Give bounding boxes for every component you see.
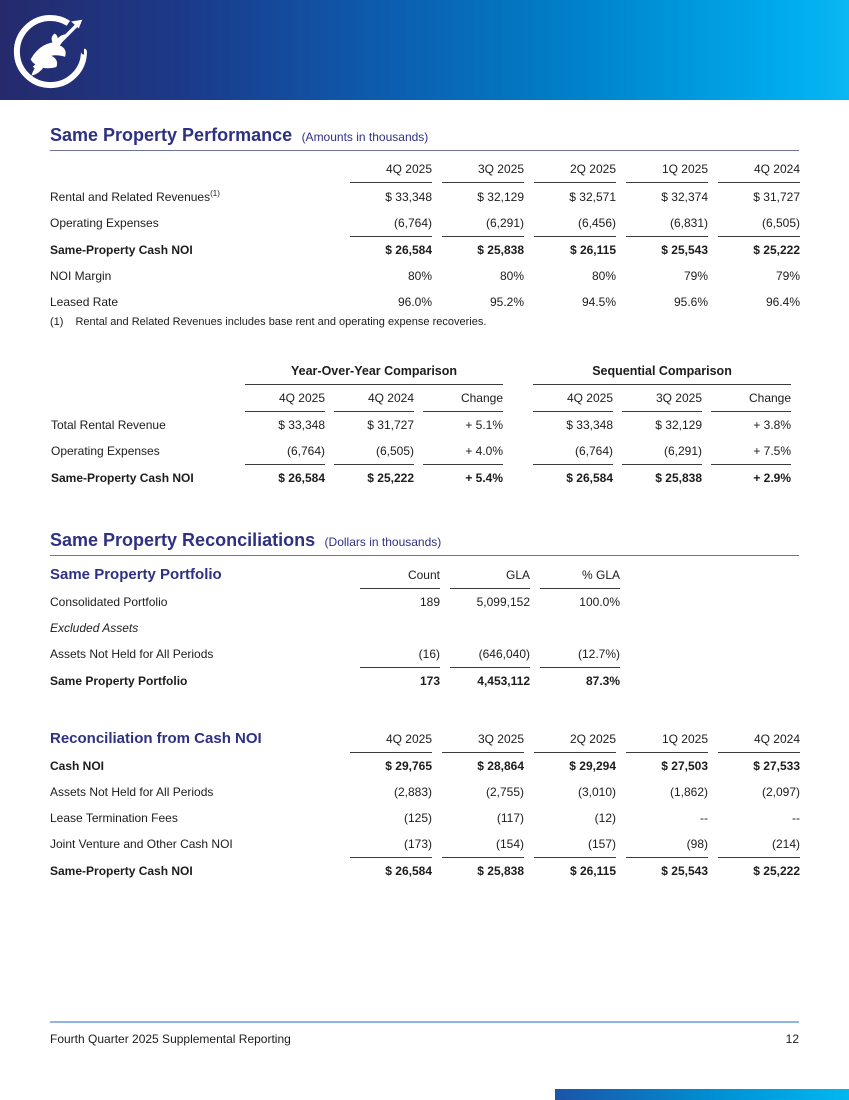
cell-value: (6,764) bbox=[286, 444, 325, 458]
cell-value: (6,505) bbox=[375, 444, 414, 458]
cell-value: $ 25,543 bbox=[626, 236, 708, 263]
row-label bbox=[50, 183, 340, 210]
table-header-row bbox=[50, 724, 800, 753]
cell-value: $ 32,129 bbox=[477, 190, 524, 204]
row-label: Total Rental Revenue bbox=[51, 418, 166, 432]
column-header: 1Q 2025 bbox=[626, 156, 708, 183]
cell-value: 80% bbox=[407, 269, 432, 283]
section-subheading: (Amounts in thousands) bbox=[301, 130, 429, 144]
table-row bbox=[50, 263, 800, 289]
row-label: Lease Termination Fees bbox=[50, 811, 178, 825]
comparison-table bbox=[42, 358, 800, 491]
table-row bbox=[50, 289, 800, 315]
table-row bbox=[51, 438, 791, 464]
cell-value: $ 32,129 bbox=[655, 418, 703, 432]
column-header: 4Q 2025 bbox=[350, 156, 432, 183]
cell-value: 79% bbox=[775, 269, 800, 283]
cell-value: $ 33,348 bbox=[385, 190, 432, 204]
group-header: Year-Over-Year Comparison bbox=[245, 358, 503, 385]
cell-value: 95.6% bbox=[673, 295, 708, 309]
row-label: Leased Rate bbox=[50, 295, 119, 309]
table-row bbox=[51, 412, 791, 438]
row-label: Same-Property Cash NOI bbox=[50, 864, 193, 878]
column-header: 4Q 2024 bbox=[334, 385, 414, 412]
cell-value: $ 25,222 bbox=[334, 464, 414, 491]
cell-value: $ 29,765 bbox=[385, 759, 432, 773]
page-footer bbox=[50, 1021, 799, 1046]
row-label: Assets Not Held for All Periods bbox=[50, 647, 214, 661]
cell-value: $ 27,533 bbox=[753, 759, 800, 773]
cell-value: (2,097) bbox=[761, 785, 800, 799]
cell-value: + 5.4% bbox=[423, 464, 503, 491]
table-total-row bbox=[50, 236, 800, 263]
cell-value: 189 bbox=[419, 595, 440, 609]
column-header: 2Q 2025 bbox=[534, 724, 616, 753]
footnote-marker: (1) bbox=[50, 316, 64, 328]
column-header: 4Q 2024 bbox=[718, 156, 800, 183]
column-header: 4Q 2025 bbox=[245, 385, 325, 412]
cell-value: (2,883) bbox=[393, 785, 432, 799]
winged-rider-emblem-icon bbox=[10, 6, 96, 92]
cell-value: $ 33,348 bbox=[278, 418, 325, 432]
cell-value: $ 25,838 bbox=[442, 857, 524, 884]
cell-value: (154) bbox=[495, 837, 524, 851]
table-header-row bbox=[51, 385, 791, 412]
table-total-row bbox=[51, 464, 791, 491]
table-header-row bbox=[50, 156, 800, 183]
cell-value: $ 26,584 bbox=[350, 857, 432, 884]
cell-value: (157) bbox=[587, 837, 616, 851]
column-header: 4Q 2024 bbox=[718, 724, 800, 753]
table-row bbox=[50, 210, 800, 236]
cell-value: 4,453,112 bbox=[450, 667, 530, 694]
spacer-cell bbox=[51, 358, 236, 385]
row-label: Same Property Portfolio bbox=[50, 674, 188, 688]
column-header: 3Q 2025 bbox=[622, 385, 702, 412]
column-header: Count bbox=[360, 560, 440, 589]
column-header: Change bbox=[711, 385, 791, 412]
cell-value: (1,862) bbox=[669, 785, 708, 799]
cell-value: 96.4% bbox=[765, 295, 800, 309]
footnote-ref: (1) bbox=[210, 189, 220, 198]
row-label: NOI Margin bbox=[50, 269, 112, 283]
cell-value: $ 29,294 bbox=[569, 759, 616, 773]
table-row bbox=[50, 589, 620, 615]
section-heading: Same Property Reconciliations bbox=[50, 530, 316, 550]
table-row bbox=[50, 831, 800, 857]
footnote bbox=[50, 316, 486, 328]
cell-value: $ 33,348 bbox=[566, 418, 614, 432]
cell-value bbox=[450, 615, 530, 641]
cell-value: $ 25,838 bbox=[622, 464, 702, 491]
column-header: 4Q 2025 bbox=[533, 385, 613, 412]
table-row bbox=[50, 641, 620, 667]
page-number: 12 bbox=[785, 1032, 799, 1046]
table-row bbox=[50, 779, 800, 805]
header-band bbox=[0, 0, 849, 100]
bottom-gradient-bar bbox=[555, 1089, 849, 1100]
cell-value: $ 31,727 bbox=[367, 418, 414, 432]
column-header: 1Q 2025 bbox=[626, 724, 708, 753]
cell-value: (6,764) bbox=[574, 444, 614, 458]
column-header: 3Q 2025 bbox=[442, 724, 524, 753]
cell-value: + 3.8% bbox=[753, 418, 792, 432]
cell-value: $ 25,222 bbox=[718, 857, 800, 884]
cash-noi-reconciliation-table bbox=[40, 724, 810, 884]
cell-value: $ 27,503 bbox=[661, 759, 708, 773]
cell-value: $ 28,864 bbox=[477, 759, 524, 773]
table-row bbox=[50, 753, 800, 779]
table-header-row bbox=[50, 560, 620, 589]
cell-value: 79% bbox=[683, 269, 708, 283]
cell-value: (16) bbox=[418, 647, 440, 661]
cell-value: $ 32,571 bbox=[569, 190, 616, 204]
cell-value: (3,010) bbox=[577, 785, 616, 799]
table-row bbox=[50, 805, 800, 831]
cell-value bbox=[360, 615, 440, 641]
cell-value: $ 25,543 bbox=[626, 857, 708, 884]
section-title-same-property-reconciliations bbox=[50, 530, 799, 556]
footer-title: Fourth Quarter 2025 Supplemental Reporting bbox=[50, 1032, 291, 1046]
column-header: Change bbox=[423, 385, 503, 412]
group-header-row bbox=[51, 358, 791, 385]
cell-value: $ 26,115 bbox=[534, 857, 616, 884]
cell-value: (6,456) bbox=[577, 216, 616, 230]
row-label: Operating Expenses bbox=[50, 216, 159, 230]
column-header: GLA bbox=[450, 560, 530, 589]
row-label: Consolidated Portfolio bbox=[50, 595, 168, 609]
cell-value bbox=[540, 615, 620, 641]
spacer-cell bbox=[512, 438, 524, 464]
portfolio-table bbox=[40, 560, 630, 694]
cell-value: (173) bbox=[403, 837, 432, 851]
cell-value: 100.0% bbox=[579, 595, 620, 609]
row-label: Excluded Assets bbox=[50, 621, 139, 635]
section-subheading: (Dollars in thousands) bbox=[324, 535, 442, 549]
spacer-cell bbox=[512, 464, 524, 491]
cell-value: (12) bbox=[594, 811, 616, 825]
column-header: 3Q 2025 bbox=[442, 156, 524, 183]
cell-value: (6,291) bbox=[663, 444, 703, 458]
row-label-text: Rental and Related Revenues bbox=[50, 190, 211, 204]
column-header: 4Q 2025 bbox=[350, 724, 432, 753]
cell-value: (98) bbox=[686, 837, 708, 851]
cell-value: 94.5% bbox=[581, 295, 616, 309]
cell-value: $ 26,115 bbox=[534, 236, 616, 263]
cell-value: 95.2% bbox=[489, 295, 524, 309]
row-label: Operating Expenses bbox=[51, 444, 160, 458]
row-label: Assets Not Held for All Periods bbox=[50, 785, 214, 799]
cell-value: (6,505) bbox=[761, 216, 800, 230]
cell-value: $ 26,584 bbox=[533, 464, 613, 491]
cell-value: 80% bbox=[591, 269, 616, 283]
cell-value: $ 25,222 bbox=[718, 236, 800, 263]
performance-table bbox=[40, 156, 810, 315]
cell-value: + 5.1% bbox=[465, 418, 504, 432]
row-label: Joint Venture and Other Cash NOI bbox=[50, 837, 233, 851]
column-header: % GLA bbox=[540, 560, 620, 589]
cell-value: 87.3% bbox=[540, 667, 620, 694]
table-total-row bbox=[50, 857, 800, 884]
column-header: 2Q 2025 bbox=[534, 156, 616, 183]
cell-value: 96.0% bbox=[397, 295, 432, 309]
cell-value: + 7.5% bbox=[753, 444, 792, 458]
spacer-cell bbox=[512, 385, 524, 412]
cell-value: (12.7%) bbox=[577, 647, 620, 661]
cell-value: (6,291) bbox=[485, 216, 524, 230]
spacer-cell bbox=[512, 412, 524, 438]
cell-value: (6,764) bbox=[393, 216, 432, 230]
row-label: Cash NOI bbox=[50, 759, 105, 773]
table-row bbox=[50, 615, 620, 641]
table-total-row bbox=[50, 667, 620, 694]
cell-value: (6,831) bbox=[669, 216, 708, 230]
spacer-cell bbox=[512, 358, 524, 385]
cell-value: (646,040) bbox=[478, 647, 530, 661]
row-label: Same-Property Cash NOI bbox=[50, 243, 193, 257]
cell-value: (214) bbox=[771, 837, 800, 851]
cell-value: (117) bbox=[496, 811, 524, 825]
cell-value: $ 26,584 bbox=[350, 236, 432, 263]
row-label: Same-Property Cash NOI bbox=[51, 471, 194, 485]
cell-value: 173 bbox=[360, 667, 440, 694]
footnote-text: Rental and Related Revenues includes base rent and operating expense recoveries. bbox=[75, 316, 487, 328]
table-title: Reconciliation from Cash NOI bbox=[50, 730, 262, 747]
cell-value: -- bbox=[792, 811, 800, 825]
section-title-same-property-performance bbox=[50, 125, 799, 151]
cell-value: 80% bbox=[499, 269, 524, 283]
section-heading: Same Property Performance bbox=[50, 125, 293, 145]
spacer-cell bbox=[51, 385, 236, 412]
cell-value: $ 25,838 bbox=[442, 236, 524, 263]
cell-value: $ 26,584 bbox=[245, 464, 325, 491]
cell-value: $ 32,374 bbox=[661, 190, 708, 204]
cell-value: $ 31,727 bbox=[753, 190, 800, 204]
cell-value: + 2.9% bbox=[711, 464, 791, 491]
cell-value: -- bbox=[700, 811, 708, 825]
cell-value: (2,755) bbox=[485, 785, 524, 799]
cell-value: (125) bbox=[403, 811, 432, 825]
table-title: Same Property Portfolio bbox=[50, 566, 222, 583]
group-header: Sequential Comparison bbox=[533, 358, 791, 385]
cell-value: + 4.0% bbox=[465, 444, 504, 458]
cell-value: 5,099,152 bbox=[476, 595, 530, 609]
spacer-cell bbox=[50, 156, 340, 183]
table-row bbox=[50, 183, 800, 210]
